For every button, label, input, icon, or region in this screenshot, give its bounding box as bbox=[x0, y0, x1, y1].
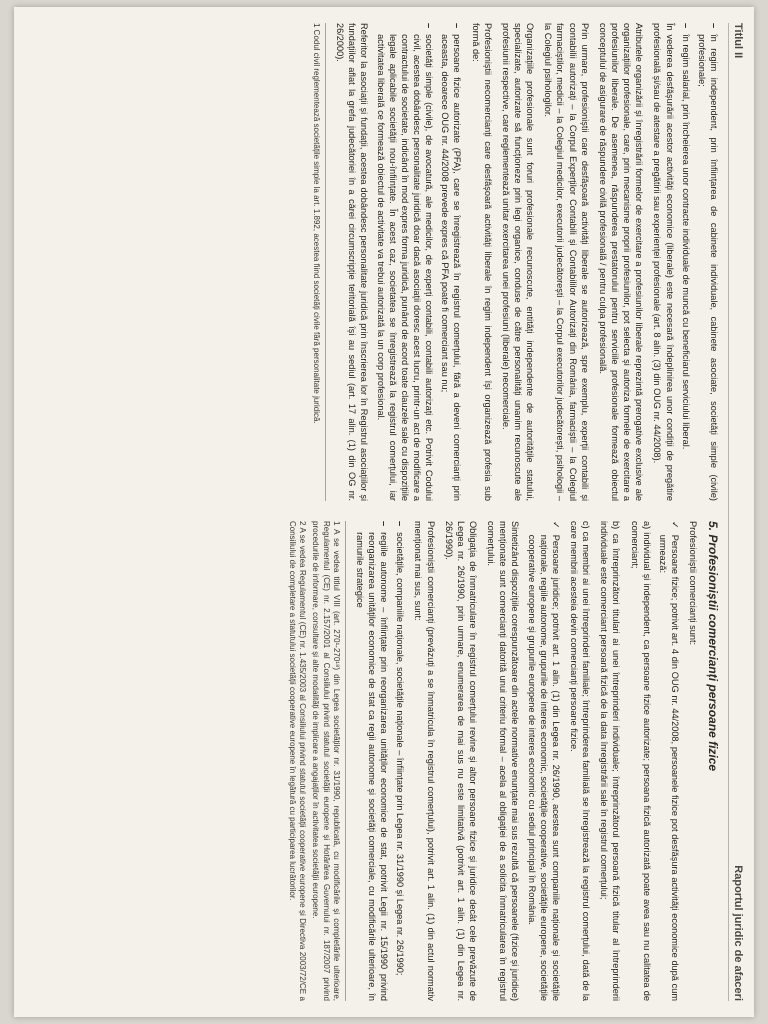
footnote: 1 Codul civil reglementează societățile simple la art. 1.892, acestea fiind societăți civile fără personalitate juridică. bbox=[312, 23, 322, 424]
left-column bbox=[24, 23, 720, 501]
bullet-text: în regim independent, prin înființarea de cabinete individuale, cabinete asociate, societăți simple (civile) profesionale; bbox=[696, 34, 719, 501]
bullet-mark: – bbox=[379, 521, 390, 527]
paragraph: Sintetizând dispozițiile corespunzătoare din actele normative enunțate mai sus rezultă că persoanele (fizice și juridice) menționate sunt comercianți datorită unui criteriu formal – acela al obligației de a solicita înmatricularea în registrul comerțului. bbox=[486, 521, 521, 1001]
section-title: 5. Profesioniștii comercianți persoane fizice bbox=[706, 521, 720, 772]
bullet-text: Persoane juridice; potrivit art. 1 alin. (1) din Legea nr. 26/1990, acestea sunt companiile naționale și societățile naționale, regiile autonome, grupurile de interes economic, societățile cooperative, societățile europene, societățile cooperative europene și grupurile europene de interes economic cu sediul principal în România. bbox=[526, 534, 561, 1001]
bullet-item bbox=[354, 521, 390, 1001]
paragraph: Organizațiile profesionale sunt foruri profesionale recunoscute, entități independente de autoritățile statului, specializate, autorizate să funcționeze prin legi organice, conduse de către personalități unanim recunoscute ale profesiunii respective, care reglementează unitar exercitarea unei profesiuni (liberale) necomerciale. bbox=[500, 23, 536, 501]
bullet-text: Persoane fizice; potrivit art. 4 din OUG nr. 44/2008, persoanele fizice pot desfășura activități economice după cum urmează: bbox=[657, 534, 681, 1001]
paragraph: Obligația de înmatriculare în registrul comerțului revine și altor persoane fizice și juridice decât cele prevăzute de Legea nr. 26/1990, prin urmare, enumerarea de mai sus nu este limitativă (potrivit art. 1 alin. (1) din Legea nr. 26/1990). bbox=[443, 521, 479, 1001]
paragraph: Profesioniștii necomercianți care desfășoară activități liberale în regim independent își organizează profesia sub formă de: bbox=[470, 23, 493, 501]
bullet-mark: – bbox=[709, 23, 719, 29]
section-intro: Profesioniștii comercianți sunt: bbox=[688, 521, 699, 646]
bullet-mark: – bbox=[395, 521, 406, 527]
bullet-text: societățile, companiile naționale, societățile naționale – înființate prin Legea nr. 31/1990 și Legea nr. 26/1990; bbox=[395, 532, 406, 976]
header-title-left: Titlul II bbox=[732, 23, 744, 59]
bullet-mark: – bbox=[680, 23, 691, 29]
left-footnotes bbox=[311, 23, 326, 501]
bullet-item bbox=[680, 23, 692, 501]
paragraph: Profesioniștii comercianți (prevăzuți a se înmatricula în registrul comerțului), potrivit art. 1 alin. (1) din actul normativ menționat mai sus, sunt: bbox=[413, 521, 436, 1001]
bullet-mark: – bbox=[452, 23, 463, 29]
bullet-text: persoane fizice autorizate (PFA), care se înregistrează în registrul comerțului, fără a deveni comercianți prin aceasta, deoarece OUG nr. 44/2008 prevede expres că PFA poate fi comerciant sau nu; bbox=[440, 34, 463, 501]
bullet-item bbox=[374, 23, 435, 501]
bullet-item bbox=[525, 521, 561, 1001]
bullet-item bbox=[696, 23, 720, 501]
sub-item: a) individual și independent, ca persoane fizice autorizate; persoana fizică autorizată poate avea sau nu calitatea de comerciant; bbox=[629, 521, 652, 1001]
paragraph: Atributele organizării și înregistrării formelor de exercitare a profesiunilor liberale reprezintă prerogative exclusive ale organizațiilor profesionale, care, prin mecanisme proprii profesiunilor, pot selecta și autoriza formele de exercitare a profesiunilor liberale. De asemenea, răspunderea prestatorului pentru serviciile profesionale formează obiectul conceptului de asigurare de răspundere civilă profesională / pentru culpa profesională. bbox=[597, 23, 645, 501]
paragraph: Referitor la asociații și fundații, acestea dobândesc personalitate juridică prin înscrierea lor în Registrul asociațiilor și fundațiilor aflat la grefa judecătoriei în a cărei circumscripție teritorială își au sediul (art. 17 alin. (1) din OG nr. 26/2000). bbox=[335, 23, 370, 501]
bullet-item bbox=[657, 521, 681, 1001]
bullet-text: societăți simple (civile), de avocatură, ale medicilor, de experți contabili, contabili autorizați etc. Potrivit Codului civil, acestea dobândesc personalitate juridică doar dacă asociații doresc acest lucru, printr-un act de modificare a contractului de societate, indicând în mod expres forma juridică, punând de acord toate clauzele sale cu dispozițiile legale aplicabile societății nou-înființate. În acest caz, societatea se înregistrează la registrul comerțului, iar activitatea liberală ce formează obiectul de activitate va trebui autorizată la un corp profesional. bbox=[375, 34, 435, 501]
sub-item: b) ca întreprinzători titulari ai unei întreprinderi individuale; întreprinzătorul persoană fizică titular al întreprinderii individuale este comerciant persoană fizică de la data înregistrării sale în registrul comerțului; bbox=[599, 521, 622, 1001]
right-column bbox=[24, 521, 720, 1001]
paragraph: În vederea desfășurării acestor activități economice (liberale) este necesară îndeplinirea unor condiții de pregătire profesională și/sau de atestare a pregătirii sau experienței profesionale (art. 8 alin. (3) din OUG nr. 44/2008). bbox=[652, 23, 675, 501]
bullet-mark: ✓ bbox=[550, 521, 561, 529]
bullet-mark: – bbox=[424, 23, 435, 29]
sub-item: c) ca membri ai unei întreprinderi familiale; întreprinderea familială se înregistrează la registrul comerțului, dată de la care membrii acesteia devin comercianți persoane fizice. bbox=[569, 521, 592, 1001]
paragraph: Prin urmare, profesioniștii care desfășoară activități liberale se autorizează, spre exemplu, experții contabili și contabilii autorizați – la Corpul Experților Contabili și Contabililor Autorizați din România, farmaciștii – la Colegiul farmaciștilor, medicii – la Colegiul medicilor, executorii judecătorești – la Corpul executorilor judecătorești, psihologii – la Colegiul psihologilor. bbox=[543, 23, 590, 501]
footnote: 1 A se vedea titlul VIII (art. 270¹-270¹⁸) din Legea societăților nr. 31/1990, republicată, cu modificările și completările ulterioare, Regulamentul (CE) nr. 2.157/2001 al Consiliului privind statutul societății europene și Hotărârea Guvernului nr. 187/2007 privind procedurile de informare, consultare și alte modalități de implicare a angajaților în activitatea societății europene. bbox=[311, 521, 341, 1001]
footnote: 2 A se vedea Regulamentul (CE) nr. 1.435/2003 al Consiliului privind statutul societății cooperative europene și Directiva 2003/72/CE a Consiliului de completare a statutului societății cooperative europene în legătură cu participarea lucrătorilor. bbox=[287, 521, 308, 1001]
bullet-mark: ✓ bbox=[670, 521, 681, 529]
bullet-item bbox=[394, 521, 406, 1001]
right-column-body bbox=[354, 521, 681, 1001]
running-header bbox=[728, 23, 744, 1001]
header-title-right: Raportul juridic de afaceri bbox=[732, 865, 744, 1001]
right-footnotes bbox=[287, 521, 346, 1001]
bullet-text: în regim salarial, prin încheierea unor contracte individuale de muncă cu beneficiarul serviciului liberal. bbox=[680, 34, 691, 450]
bullet-text: regiile autonome – înființate prin reorganizarea unităților economice de stat, potrivit Legii nr. 15/1990 privind reorganizarea unităților economice de stat ca regii autonome și societăți comerciale, cu modificările ulterioare, în ramurile strategice bbox=[354, 532, 390, 1001]
bullet-item bbox=[439, 23, 463, 501]
document-page bbox=[14, 7, 754, 1017]
